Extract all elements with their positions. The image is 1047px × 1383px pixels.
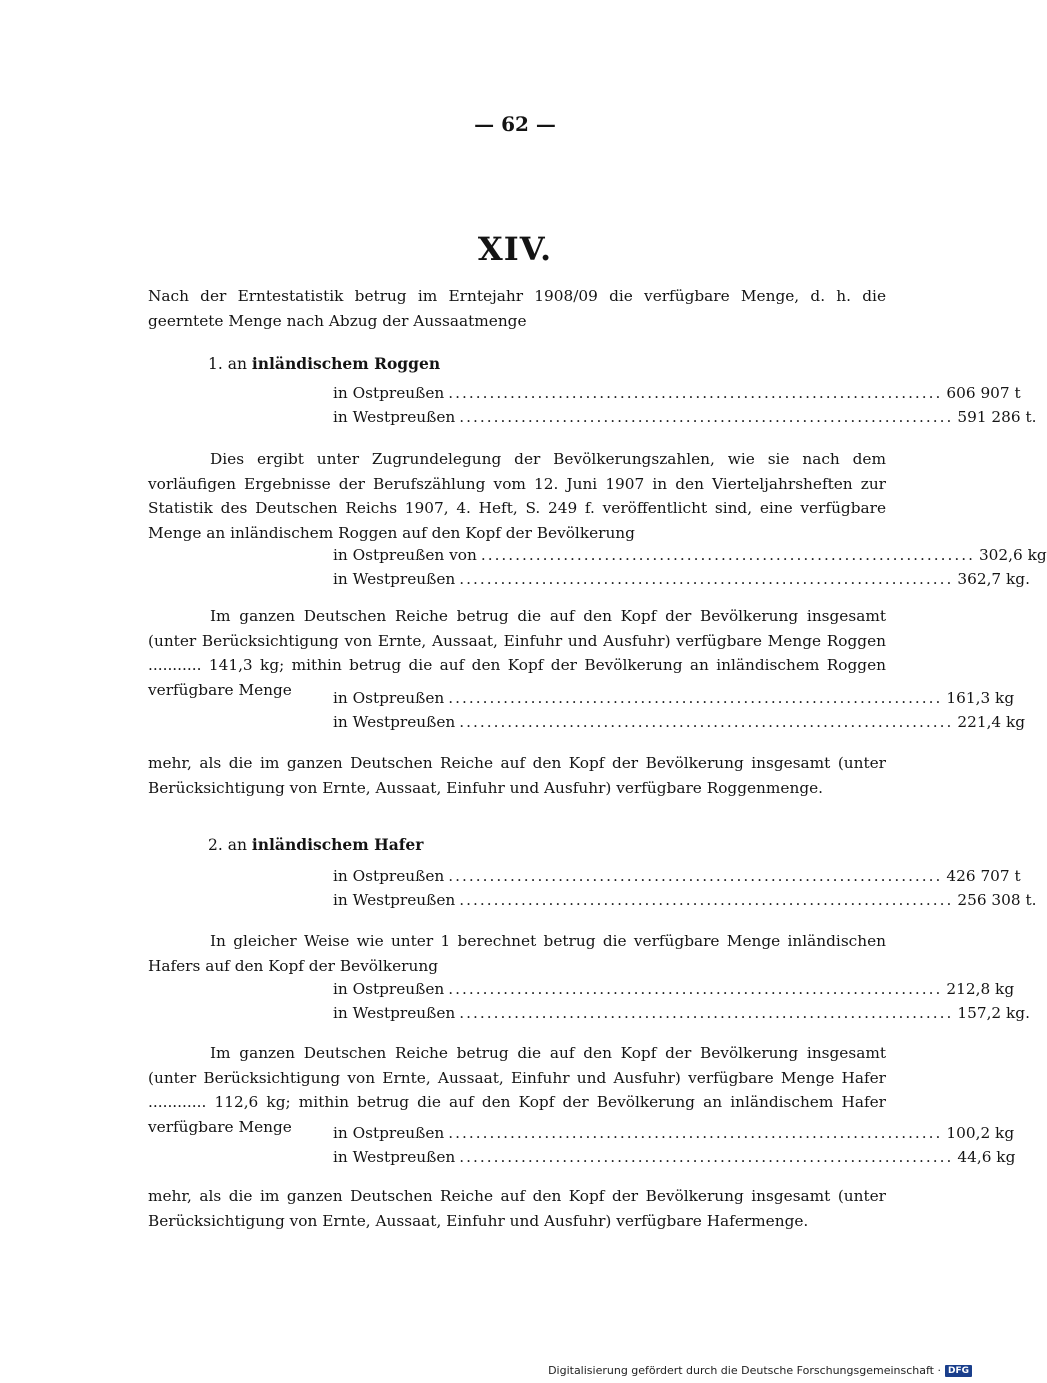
section-2-table-3 [333,1124,1016,1172]
row-value: 302,6 kg [978,546,1047,564]
section-2-heading [208,835,423,854]
section-1-title: inländischem Roggen [251,354,441,373]
row-value: 362,7 kg. [957,570,1030,588]
row-value: 426 707 t [946,867,1021,885]
row-label: in Ostpreußen [333,867,445,885]
section-1-paragraph-3: mehr, als die im ganzen Deutschen Reiche auf den Kopf der Bevölkerung insgesamt (unter Berücksichtigung von Ernte, Aussaat, Einfuhr und Ausfuhr) verfügbare Roggenmenge. [148,754,886,797]
table-row [333,713,1026,737]
section-2-table-2 [333,980,1030,1028]
table-row [333,867,1021,891]
row-value: 161,3 kg [946,689,1015,707]
page-number: — 62 — [474,112,556,136]
leader-dots: ........................................................................ [459,408,954,426]
leader-dots: ........................................................................ [448,1124,943,1142]
row-label: in Ostpreußen [333,1124,445,1142]
table-row [333,1124,1015,1148]
row-label: in Westpreußen [333,713,456,731]
section-2-title: inländischem Hafer [251,835,424,854]
footer-text: Digitalisierung gefördert durch die Deutsche Forschungsgemeinschaft · [548,1364,941,1377]
section-1-number: 1. an [208,355,247,373]
row-label: in Westpreußen [333,408,456,426]
section-1-table-1 [333,384,1037,432]
table-row [333,980,1015,1004]
leader-dots: ........................................................................ [459,1004,954,1022]
table-row [333,384,1021,408]
row-value: 212,8 kg [946,980,1015,998]
row-label: in Ostpreußen [333,384,445,402]
row-label: in Ostpreußen [333,689,445,707]
row-value: 221,4 kg [957,713,1026,731]
section-1-table-3 [333,689,1026,737]
section-1-paragraph-2: Im ganzen Deutschen Reiche betrug die auf den Kopf der Bevölkerung insgesamt (unter Berücksichtigung von Ernte, Aussaat, Einfuhr und Ausfuhr) verfügbare Menge Roggen ........... 141,3 kg; mithin betrug die auf den Kopf der Bevölkerung an inländischem Roggen verfügbare Menge [148,607,886,699]
row-label: in Ostpreußen [333,980,445,998]
row-value: 591 286 t. [957,408,1037,426]
chapter-heading: XIV. [477,230,553,268]
table-row [333,1148,1016,1172]
section-2-paragraph-3: mehr, als die im ganzen Deutschen Reiche auf den Kopf der Bevölkerung insgesamt (unter Berücksichtigung von Ernte, Aussaat, Einfuhr und Ausfuhr) verfügbare Hafermenge. [148,1187,886,1230]
table-row [333,570,1030,594]
section-1-heading [208,354,440,373]
section-2-number: 2. an [208,836,247,854]
leader-dots: ........................................................................ [448,689,943,707]
section-2-paragraph-2: Im ganzen Deutschen Reiche betrug die auf den Kopf der Bevölkerung insgesamt (unter Berücksichtigung von Ernte, Aussaat, Einfuhr und Ausfuhr) verfügbare Menge Hafer ............ 112,6 kg; mithin betrug die auf den Kopf der Bevölkerung an inländischem Hafer verfügbare Menge [148,1044,886,1136]
leader-dots: ........................................................................ [459,891,954,909]
leader-dots: ........................................................................ [459,570,954,588]
table-row [333,891,1037,915]
table-row [333,689,1015,713]
row-label: in Ostpreußen von [333,546,477,564]
table-row [333,408,1037,432]
row-value: 157,2 kg. [957,1004,1030,1022]
row-label: in Westpreußen [333,570,456,588]
section-2-paragraph-1: In gleicher Weise wie unter 1 berechnet betrug die verfügbare Menge inländischen Hafers auf den Kopf der Bevölkerung [148,932,886,975]
leader-dots: ........................................................................ [459,1148,954,1166]
row-value: 100,2 kg [946,1124,1015,1142]
row-value: 44,6 kg [957,1148,1016,1166]
leader-dots: ........................................................................ [448,384,943,402]
section-1-paragraph-1: Dies ergibt unter Zugrundelegung der Bevölkerungszahlen, wie sie nach dem vorläufigen Ergebnisse der Berufszählung vom 12. Juni 1907 in den Vierteljahrsheften zur Statistik des Deutschen Reichs 1907, 4. Heft, S. 249 f. veröffentlicht sind, eine verfügbare Menge an inländischem Roggen auf den Kopf der Bevölkerung [148,450,886,542]
row-label: in Westpreußen [333,1148,456,1166]
table-row [333,1004,1030,1028]
leader-dots: ........................................................................ [448,867,943,885]
intro-paragraph: Nach der Erntestatistik betrug im Erntejahr 1908/09 die verfügbare Menge, d. h. die geerntete Menge nach Abzug der Aussaatmenge [148,287,886,330]
row-label: in Westpreußen [333,1004,456,1022]
section-1-table-2 [333,546,1047,594]
row-label: in Westpreußen [333,891,456,909]
table-row [333,546,1047,570]
leader-dots: ........................................................................ [459,713,954,731]
leader-dots: ........................................................................ [448,980,943,998]
section-2-table-1 [333,867,1037,915]
leader-dots: ........................................................................ [480,546,975,564]
row-value: 256 308 t. [957,891,1037,909]
row-value: 606 907 t [946,384,1021,402]
digitization-footer [548,1364,972,1377]
dfg-logo: DFG [945,1365,972,1377]
